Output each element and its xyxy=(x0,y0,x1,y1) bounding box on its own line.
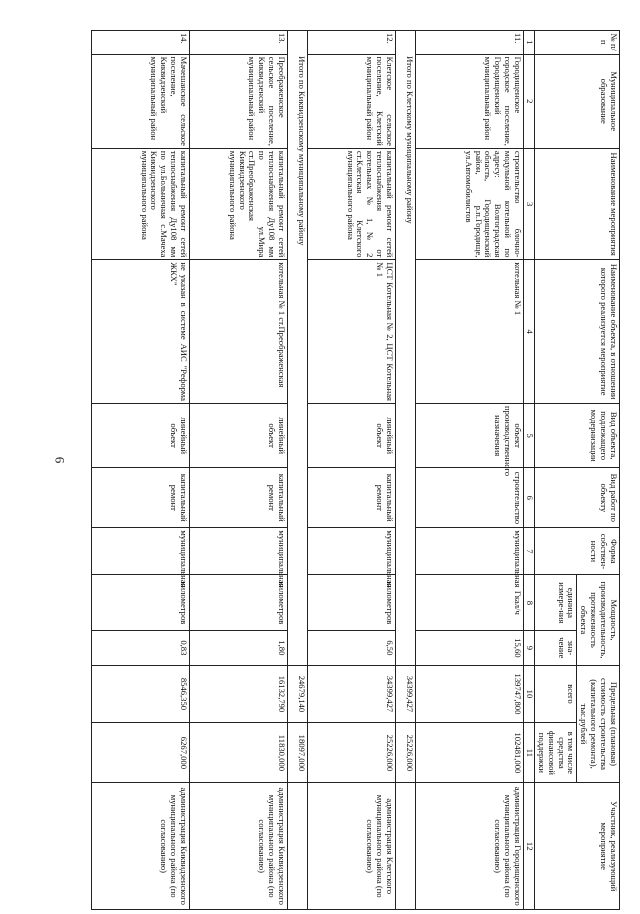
unit-cell: километров xyxy=(92,575,190,631)
program-table xyxy=(91,30,620,910)
participant-cell: администрация Киквидзенского муниципального района (по согласованию) xyxy=(190,783,288,910)
row-num: 14. xyxy=(92,31,190,55)
ownership-cell: муниципальная xyxy=(92,528,190,575)
total-cell: 34399,427 xyxy=(308,665,396,723)
municipality-cell: Клетское сельское поселение, Клетский муниципальный район xyxy=(308,54,396,148)
municipality-cell: Мачешанское сельское поселение, Киквидзенский муниципальный район xyxy=(92,54,190,148)
col-number: 9 xyxy=(524,631,535,665)
municipality-cell: Преображенское сельское поселение, Киквидзенский муниципальный район xyxy=(190,54,288,148)
table-row xyxy=(416,31,524,910)
work-cell: строительство xyxy=(416,468,524,528)
event-cell: капитальный ремонт сетей теплоснабжения от котельных № 1, № 2 ст.Клетская Клетского муниципального района xyxy=(308,148,396,259)
col-number: 8 xyxy=(524,575,535,631)
unit-cell: Гкал/ч xyxy=(416,575,524,631)
support-cell: 102481,000 xyxy=(416,723,524,783)
col-number: 10 xyxy=(524,665,535,723)
subtotal-total: 24679,140 xyxy=(288,665,308,723)
header-event-name: Наименование мероприятия xyxy=(535,148,620,259)
object-type-cell: линейный объект xyxy=(92,404,190,468)
total-cell: 139747,800 xyxy=(416,665,524,723)
rotated-page xyxy=(100,30,620,910)
object-cell: котельная № 1 ст.Преображенская xyxy=(190,260,288,404)
subtotal-total: 34399,427 xyxy=(396,665,416,723)
participant-cell: администрация Городищенского муниципального района (по согласованию) xyxy=(416,783,524,910)
event-cell: капитальный ремонт сетей теплоснабжения Ду108 мм по ул.Больничная с.Мачеха Киквидзенского муниципального района xyxy=(92,148,190,259)
unit-cell: километров xyxy=(308,575,396,631)
participant-cell: администрация Киквидзенского муниципального района (по согласованию) xyxy=(92,783,190,910)
col-number: 1 xyxy=(524,31,535,55)
row-num: 12. xyxy=(308,31,396,55)
value-cell: 15,60 xyxy=(416,631,524,665)
work-cell: капитальный ремонт xyxy=(190,468,288,528)
total-cell: 8546,350 xyxy=(92,665,190,723)
event-cell: строительство блочно-модульной котельной по адресу: Волгоградская область, Городищенский район, р.п.Городище, ул.Автомобилистов xyxy=(416,148,524,259)
col-number: 6 xyxy=(524,468,535,528)
object-type-cell: линейный объект xyxy=(308,404,396,468)
row-num: 13. xyxy=(190,31,288,55)
header-participant: Участник, реализующий мероприятие xyxy=(535,783,620,910)
object-cell: не указан в системе АИС "Реформа ЖКХ" xyxy=(92,260,190,404)
header-num: № п/п xyxy=(535,31,620,55)
row-num: 11. xyxy=(416,31,524,55)
header-municipality: Муниципальное образование xyxy=(535,54,620,148)
table-row xyxy=(190,31,288,910)
support-cell: 25226,000 xyxy=(308,723,396,783)
header-capacity: Мощность, производительность, протяженность объекта xyxy=(577,575,620,665)
col-number: 2 xyxy=(524,54,535,148)
table-row xyxy=(92,31,190,910)
col-number: 11 xyxy=(524,723,535,783)
subtotal-label: Итого по Клетскому муниципальному району xyxy=(396,54,416,665)
value-cell: 1,80 xyxy=(190,631,288,665)
unit-cell: километров xyxy=(190,575,288,631)
header-work-type: Вид работ по объекту xyxy=(535,468,620,528)
header-object-type: Вид объекта, подлежащего модернизации xyxy=(535,404,620,468)
page-number: 6 xyxy=(52,456,68,464)
value-cell: 0,83 xyxy=(92,631,190,665)
value-cell: 6,50 xyxy=(308,631,396,665)
ownership-cell: муниципальная xyxy=(416,528,524,575)
header-total: всего xyxy=(535,665,578,723)
col-number: 12 xyxy=(524,783,535,910)
work-cell: капитальный ремонт xyxy=(308,468,396,528)
object-cell: ЦСТ Котельная № 2, ЦСТ Котельная № 1 xyxy=(308,260,396,404)
object-cell: котельная № 1 xyxy=(416,260,524,404)
subtotal-support: 18097,000 xyxy=(288,723,308,783)
header-object-name: Наименование объекта, в отношении которого реализуется мероприятие xyxy=(535,260,620,404)
header-cost: Предельная (плановая) стоимость строительства (капитального ремонта), тыс.рублей xyxy=(577,665,620,783)
col-number: 7 xyxy=(524,528,535,575)
municipality-cell: Городищенское городское поселение, Городищенский муниципальный район xyxy=(416,54,524,148)
subtotal-row xyxy=(288,31,308,910)
table-row xyxy=(308,31,396,910)
ownership-cell: муниципальная xyxy=(308,528,396,575)
subtotal-label: Итого по Киквидзенскому муниципальному району xyxy=(288,54,308,665)
participant-cell: администрация Клетского муниципального района (по согласованию) xyxy=(308,783,396,910)
subtotal-support: 25226,000 xyxy=(396,723,416,783)
support-cell: 11830,000 xyxy=(190,723,288,783)
header-support: в том числе средства финансовой поддержки xyxy=(535,723,578,783)
header-unit: единица измере-ния xyxy=(535,575,578,631)
header-value: зна-чение xyxy=(535,631,578,665)
object-type-cell: объект производственного назначения xyxy=(416,404,524,468)
subtotal-row xyxy=(396,31,416,910)
total-cell: 16132,790 xyxy=(190,665,288,723)
col-number: 4 xyxy=(524,260,535,404)
col-number: 5 xyxy=(524,404,535,468)
ownership-cell: муниципальная xyxy=(190,528,288,575)
event-cell: капитальный ремонт сетей теплоснабжения Ду108 мм по ул.Мира ст.Преображенская Киквидзенского муниципального района xyxy=(190,148,288,259)
work-cell: капитальный ремонт xyxy=(92,468,190,528)
support-cell: 6267,000 xyxy=(92,723,190,783)
header-ownership: Форма собствен-ности xyxy=(535,528,620,575)
col-number: 3 xyxy=(524,148,535,259)
object-type-cell: линейный объект xyxy=(190,404,288,468)
